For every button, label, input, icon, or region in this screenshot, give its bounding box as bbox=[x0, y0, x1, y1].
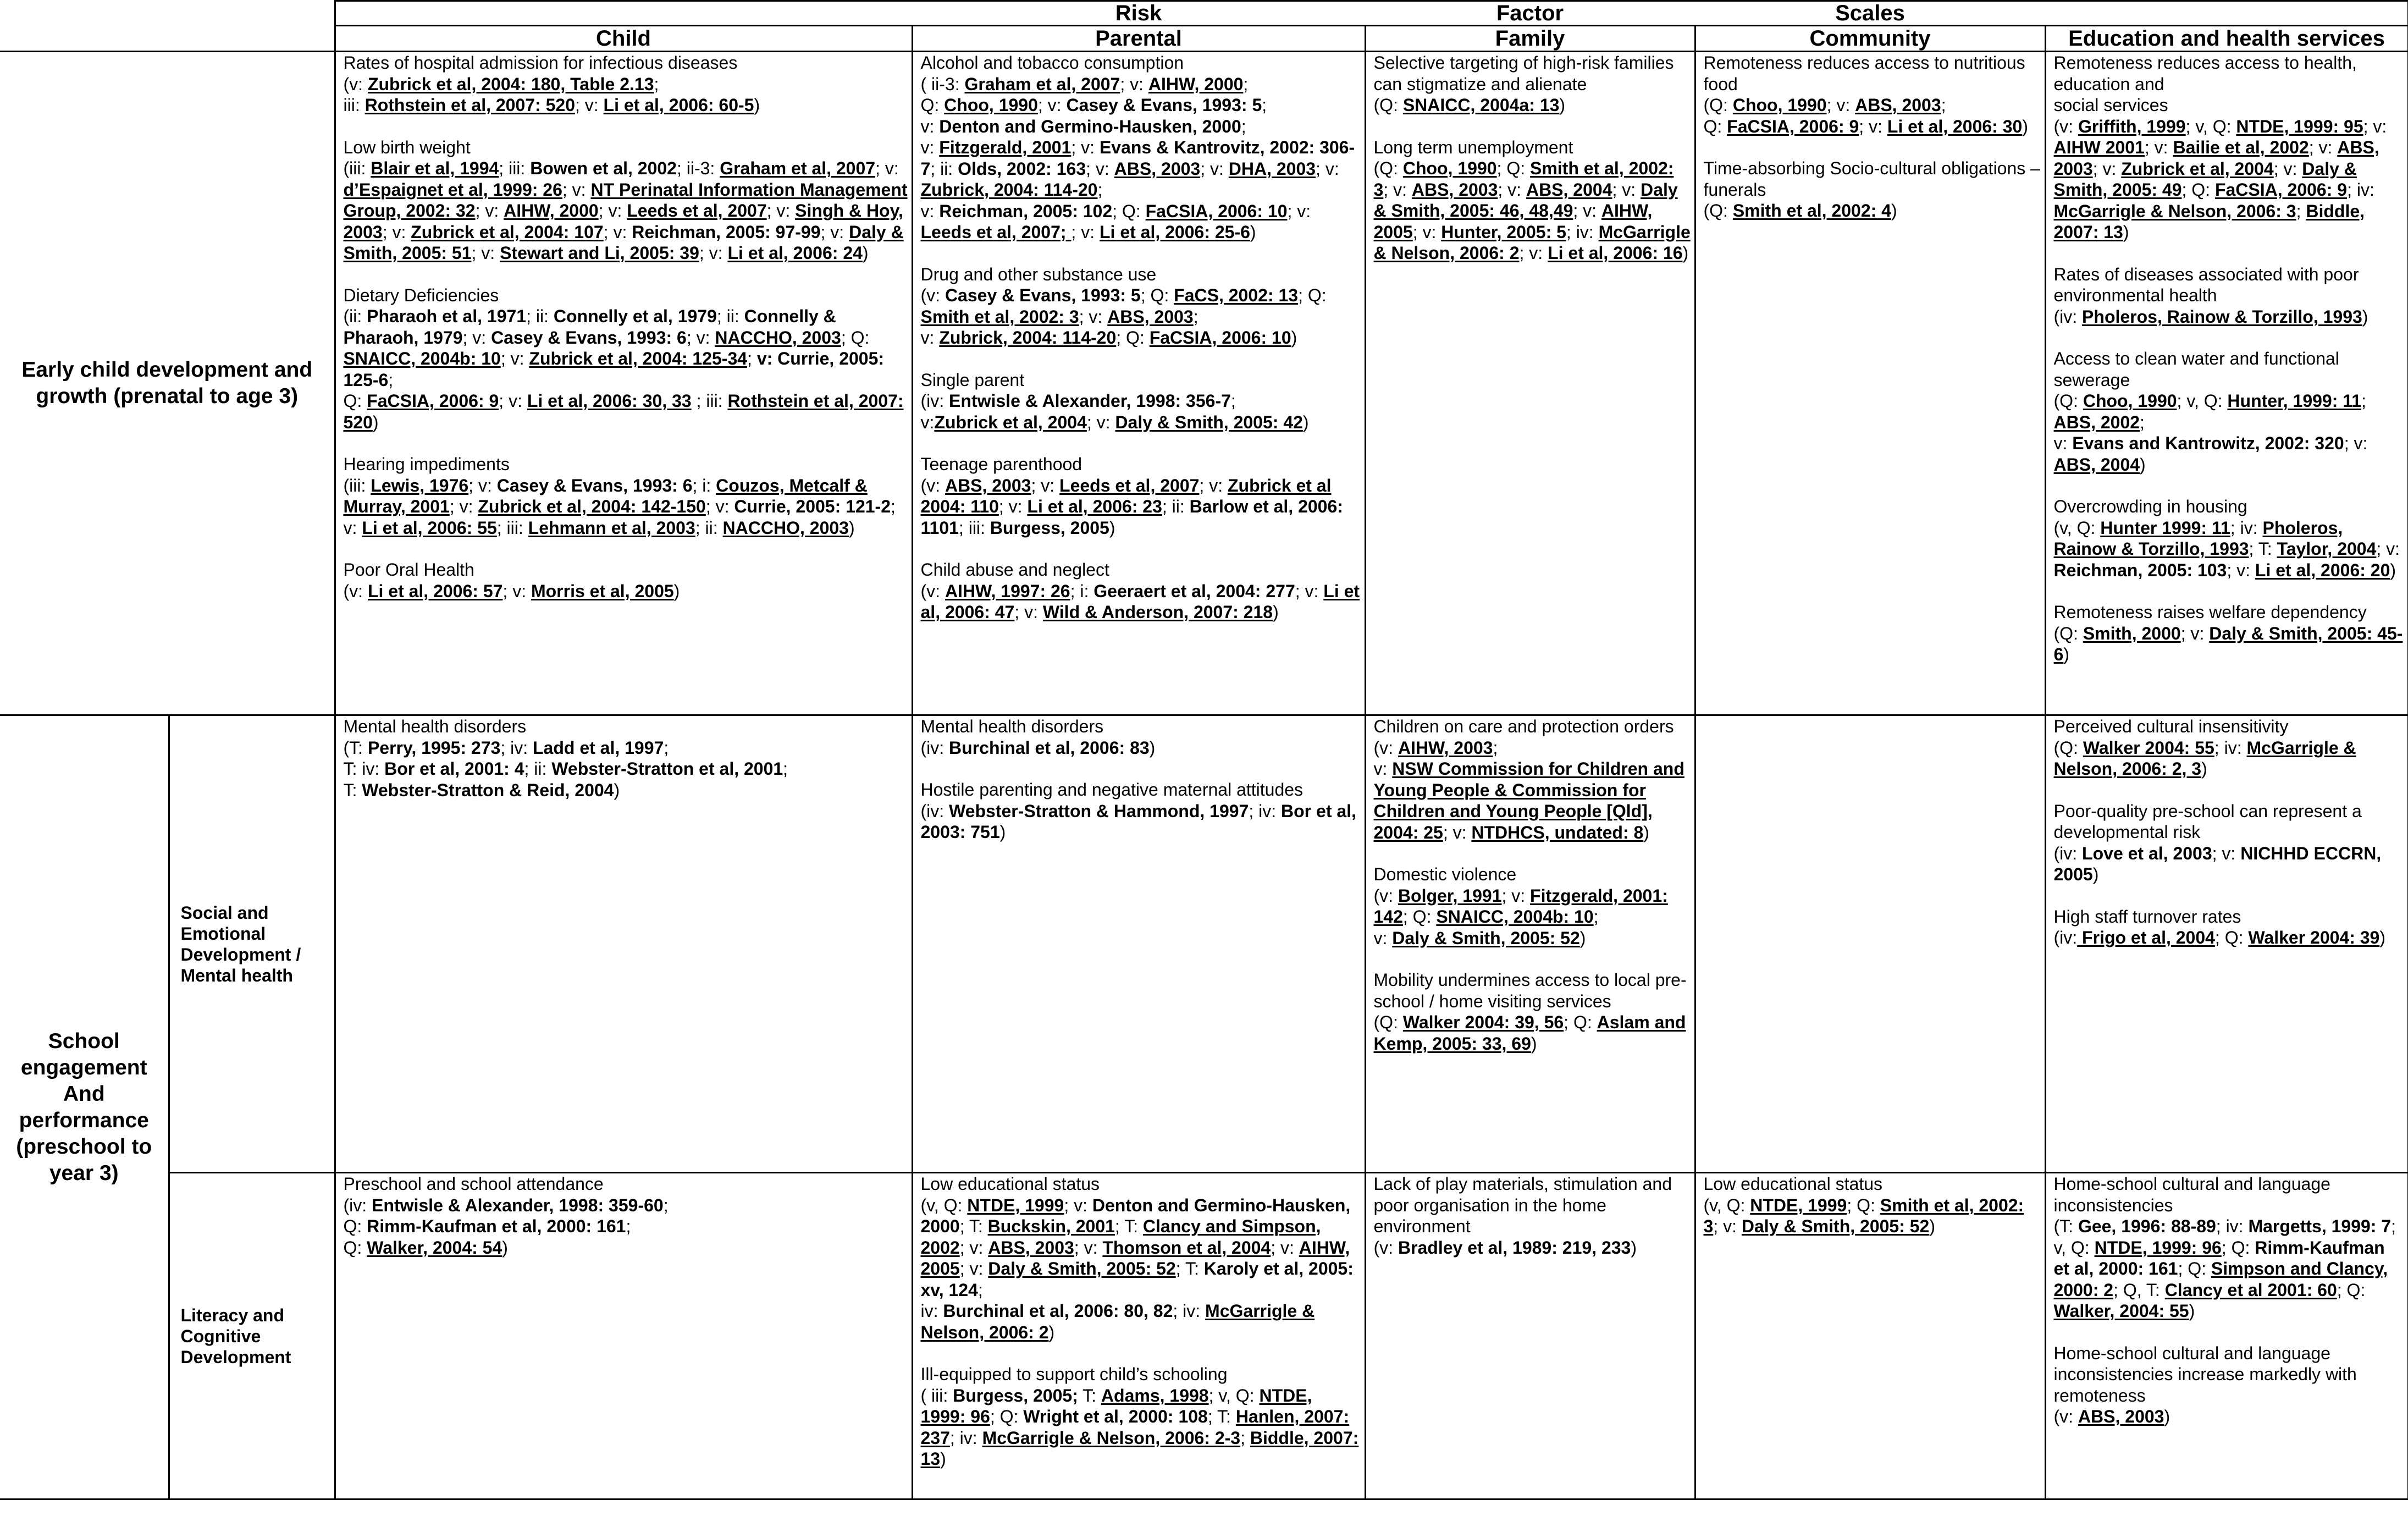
group-header-row bbox=[0, 1, 2408, 26]
citation-link: FaCS, 2002: 13 bbox=[1174, 285, 1299, 305]
citation-link: SNAICC, 2004a: 13 bbox=[1402, 95, 1560, 115]
citation-link: Rothstein et al, 2007: 520 bbox=[343, 391, 904, 432]
citation: Perry, 1995: 273 bbox=[367, 737, 501, 758]
table-row-early-child bbox=[0, 52, 2408, 715]
citation-link: Fitzgerald, 2001: 142 bbox=[1373, 885, 1668, 927]
citation-link: Zubrick et al, 2004: 125-34 bbox=[529, 349, 748, 368]
header-group-blank-end bbox=[2045, 1, 2408, 26]
citation-link: Bailie et al, 2002 bbox=[2173, 137, 2309, 157]
citation-link: Zubrick, 2004: 114-20 bbox=[920, 180, 1098, 200]
risk-factor-entry: Domestic violence (v: Bolger, 1991; v: Fitzgerald, 2001: 142; Q: SNAICC, 2004b: 10; v: Daly & Smith, 2005: 52) bbox=[1373, 864, 1668, 948]
citation: Love et al, 2003 bbox=[2082, 843, 2212, 863]
citation-link: Zubrick, 2004: 114-20 bbox=[939, 328, 1117, 348]
citation-link: Li et al, 2006: 23 bbox=[1027, 497, 1162, 516]
citation-link: Zubrick et al, 2004 bbox=[934, 412, 1087, 432]
cell-family bbox=[1365, 715, 1695, 1173]
citation-link: Hunter, 2005: 5 bbox=[1441, 222, 1566, 242]
citation: Casey & Evans, 1993: 5 bbox=[1066, 95, 1262, 115]
cell-child bbox=[335, 715, 912, 1173]
risk-factor-entry: Low educational status (v, Q: NTDE, 1999; v: Denton and Germino-Hausken, 2000; T: Buckskin, 2001; T: Clancy and Simpson, 2002; v: ABS, 2003; v: Thomson et al, 2004; v: AIHW, 2005; v: Daly & Smith, 2005: 52; T: Karoly et al, 2005: xv, 124; iv: Burchinal et al, 2006: 80, 82; iv: McGarrigle & Nelson, 2006: 2) bbox=[920, 1174, 1354, 1342]
citation: Barlow et al, 2006: 1101 bbox=[920, 497, 1343, 538]
citation-link: ABS, 2003 bbox=[945, 475, 1031, 495]
citation-link: AIHW, 2005 bbox=[1373, 201, 1653, 242]
citation: Bradley et al, 1989: 219, 233 bbox=[1398, 1237, 1631, 1258]
citation-link: AIHW 2001 bbox=[2053, 137, 2145, 157]
citation: Bor et al, 2003: 751 bbox=[920, 801, 1356, 842]
citation: Connelly & Pharaoh, 1979 bbox=[343, 306, 836, 348]
citation-link: NTDE, 1999 bbox=[1750, 1195, 1847, 1215]
risk-factor-entry: Alcohol and tobacco consumption ( ii-3: Graham et al, 2007; v: AIHW, 2000; Q: Choo, 1990; v: Casey & Evans, 1993: 5; v: Denton and Germino-Hausken, 2000; v: Fitzgerald, 2001; v: Evans & Kantrovitz, 2002: 306-7; ii: Olds, 2002: 163; v: ABS, 2003; v: DHA, 2003; v: Zubrick, 2004: 114-20; v: Reichman, 2005: 102; Q: FaCSIA, 2006: 10; v: Leeds et al, 2007; ; v: Li et al, 2006: 25-6) bbox=[920, 53, 1355, 242]
citation-link: NTDE, 1999: 96 bbox=[920, 1385, 1312, 1426]
citation: Entwisle & Alexander, 1998: 356-7 bbox=[949, 391, 1231, 411]
citation-link: Taylor, 2004 bbox=[2277, 539, 2377, 559]
citation-link: Li et al, 2006: 16 bbox=[1548, 243, 1683, 263]
citation: Denton and Germino-Hausken, 2000 bbox=[920, 1195, 1351, 1236]
risk-factor-entry: Poor Oral Health (v: Li et al, 2006: 57; v: Morris et al, 2005) bbox=[343, 560, 680, 601]
citation-link: Li et al, 2006: 47 bbox=[920, 581, 1360, 622]
citation-link: Li et al, 2006: 20 bbox=[2255, 560, 2390, 580]
row-domain-label: School engagement And performance (preschool to year 3) bbox=[0, 715, 169, 1500]
citation-link: AIHW, 2000 bbox=[1148, 74, 1244, 94]
risk-factor-entry: Long term unemployment (Q: Choo, 1990; Q: Smith et al, 2002: 3; v: ABS, 2003; v: ABS, 2004; v: Daly & Smith, 2005: 46, 48,49; v: AIHW, 2005; v: Hunter, 2005: 5; iv: McGarrigle & Nelson, 2006: 2; v: Li et al, 2006: 16) bbox=[1373, 137, 1691, 263]
citation-link: McGarrigle & Nelson, 2006: 2 bbox=[1373, 222, 1691, 263]
citation-link: Zubrick et al, 2004 bbox=[2121, 158, 2274, 179]
citation-link: Smith et al, 2002: 3 bbox=[1703, 1195, 2024, 1236]
citation-link: Pholeros, Rainow & Torzillo, 1993 bbox=[2082, 306, 2362, 327]
citation-link: ABS, 2004 bbox=[1526, 179, 1612, 200]
cell-community bbox=[1695, 52, 2045, 715]
header-group-factor: Factor bbox=[1365, 1, 1695, 26]
citation-link: Thomson et al, 2004 bbox=[1102, 1237, 1271, 1258]
citation-link: Li et al, 2006: 55 bbox=[362, 517, 497, 538]
citation-link: ABS, 2003 bbox=[2053, 137, 2379, 179]
citation-link: ABS, 2003 bbox=[1107, 306, 1194, 327]
citation-link: NACCHO, 2003 bbox=[715, 327, 841, 348]
citation-link: Choo, 1990 bbox=[2083, 391, 2177, 411]
citation-link: Smith, 2000 bbox=[2083, 623, 2181, 643]
risk-factor-entry: Selective targeting of high-risk families can stigmatize and alienate (Q: SNAICC, 2004a: 13) bbox=[1373, 53, 1674, 115]
row-subdomain-label: Literacy and Cognitive Development bbox=[169, 1173, 335, 1500]
citation-link: Biddle, 2007: 13 bbox=[920, 1427, 1359, 1469]
citation: Burgess, 2005; bbox=[953, 1385, 1078, 1405]
citation: Burchinal et al, 2006: 80, 82 bbox=[943, 1301, 1173, 1321]
citation-link: ABS, 2003 bbox=[1855, 95, 1941, 115]
citation: Evans & Kantrovitz, 2002: 306-7 bbox=[920, 137, 1355, 179]
citation: Reichman, 2005: 102 bbox=[939, 201, 1113, 221]
cell-child bbox=[335, 52, 912, 715]
header-group-risk: Risk bbox=[912, 1, 1365, 26]
citation-link: Zubrick et al, 2004: 107 bbox=[411, 222, 604, 242]
table-row-social-emotional bbox=[0, 715, 2408, 1173]
table-row-literacy-cognitive bbox=[0, 1173, 2408, 1500]
citation-link: Li et al, 2006: 60-5 bbox=[603, 95, 754, 115]
citation-link: Buckskin, 2001 bbox=[987, 1216, 1115, 1236]
citation-link: AIHW, 2005 bbox=[920, 1237, 1350, 1278]
cell-parental bbox=[912, 715, 1365, 1173]
citation: Reichman, 2005: 103 bbox=[2053, 560, 2227, 580]
citation-link: Li et al, 2006: 24 bbox=[727, 243, 863, 263]
citation-link: Pholeros, Rainow & Torzillo, 1993 bbox=[2053, 517, 2343, 559]
citation-link: Hunter, 1999: 11 bbox=[2227, 391, 2362, 411]
citation: Geeraert et al, 2004: 277 bbox=[1093, 581, 1295, 601]
citation-link: Couzos, Metcalf & Murray, 2001 bbox=[343, 475, 868, 516]
risk-factor-entry: Time-absorbing Socio-cultural obligations – funerals (Q: Smith et al, 2002: 4) bbox=[1703, 158, 2040, 220]
cell-family bbox=[1365, 1173, 1695, 1500]
citation: Currie, 2005: 121-2 bbox=[734, 497, 891, 516]
citation-link: Walker, 2004: 55 bbox=[2053, 1301, 2189, 1321]
citation: Casey & Evans, 1993: 6 bbox=[491, 327, 687, 348]
citation-link: Frigo et al, 2004 bbox=[2077, 928, 2215, 947]
risk-factor-entry: Home-school cultural and language inconsistencies increase markedly with remoteness (v: ABS, 2003) bbox=[2053, 1343, 2357, 1426]
citation: Evans and Kantrowitz, 2002: 320 bbox=[2072, 433, 2344, 453]
citation-link: Singh & Hoy, 2003 bbox=[343, 201, 903, 242]
citation-link: SNAICC, 2004b: 10 bbox=[1436, 907, 1594, 927]
risk-factor-entry: Access to clean water and functional sewerage (Q: Choo, 1990; v, Q: Hunter, 1999: 11; ABS, 2002; v: Evans and Kantrowitz, 2002: 320; v: ABS, 2004) bbox=[2053, 349, 2368, 475]
header-group-blank bbox=[335, 1, 912, 26]
citation-link: ABS, 2004 bbox=[2053, 454, 2140, 475]
citation-link: Fitzgerald, 2001 bbox=[939, 137, 1072, 157]
citation-link: AIHW, 2003 bbox=[1398, 737, 1493, 758]
risk-factor-entry: Poor-quality pre-school can represent a developmental risk (iv: Love et al, 2003; v: NICHHD ECCRN, 2005) bbox=[2053, 801, 2382, 884]
citation-link: Leeds et al, 2007 bbox=[1059, 475, 1200, 495]
risk-factor-entry: Preschool and school attendance (iv: Entwisle & Alexander, 1998: 359-60; Q: Rimm-Kaufman et al, 2000: 161; Q: Walker, 2004: 54) bbox=[343, 1174, 669, 1258]
citation-link: Smith et al, 2002: 3 bbox=[920, 306, 1079, 327]
citation: Olds, 2002: 163 bbox=[958, 158, 1086, 179]
cell-parental bbox=[912, 52, 1365, 715]
citation: Rimm-Kaufman et al, 2000: 161 bbox=[367, 1216, 626, 1236]
citation-link: McGarrigle & Nelson, 2006: 2-3 bbox=[982, 1427, 1241, 1448]
citation-link: ABS, 2003 bbox=[2078, 1407, 2164, 1426]
risk-factor-entry: Hostile parenting and negative maternal attitudes (iv: Webster-Stratton & Hammond, 1997; iv: Bor et al, 2003: 751) bbox=[920, 780, 1356, 842]
column-header-parental: Parental bbox=[912, 26, 1365, 52]
citation: Denton and Germino-Hausken, 2000 bbox=[939, 116, 1241, 136]
corner-blank bbox=[0, 26, 335, 52]
citation-link: FaCSIA, 2006: 10 bbox=[1149, 328, 1291, 348]
citation: Burchinal et al, 2006: 83 bbox=[949, 737, 1150, 758]
citation-link: Graham et al, 2007 bbox=[964, 74, 1120, 94]
citation-link: Griffith, 1999 bbox=[2078, 116, 2186, 136]
risk-factor-entry: Child abuse and neglect (v: AIHW, 1997: 26; i: Geeraert et al, 2004: 277; v: Li et al, 2006: 47; v: Wild & Anderson, 2007: 218) bbox=[920, 560, 1360, 622]
citation-link: Daly & Smith, 2005: 42 bbox=[1115, 412, 1303, 432]
citation: Pharaoh et al, 1971 bbox=[367, 306, 527, 326]
citation-link: Clancy et al 2001: 60 bbox=[2164, 1280, 2337, 1300]
citation-link: Li et al, 2006: 30, 33 bbox=[527, 391, 692, 411]
citation-link: Stewart and Li, 2005: 39 bbox=[500, 243, 699, 263]
citation-link: FaCSIA, 2006: 9 bbox=[2214, 180, 2348, 200]
citation-link: Daly & Smith, 2005: 52 bbox=[1741, 1216, 1930, 1236]
risk-factor-entry: Dietary Deficiencies (ii: Pharaoh et al, 1971; ii: Connelly et al, 1979; ii: Connelly & Pharaoh, 1979; v: Casey & Evans, 1993: 6; v: NACCHO, 2003; Q: SNAICC, 2004b: 10; v: Zubrick et al, 2004: 125-34; v: Currie, 2005: 125-6; Q: FaCSIA, 2006: 9; v: Li et al, 2006: 30, 33 ; iii: Rothstein et al, 2007: 520) bbox=[343, 285, 904, 432]
citation-link: NT Perinatal Information Management Group, 2002: 32 bbox=[343, 179, 908, 220]
citation-link: FaCSIA, 2006: 9 bbox=[367, 391, 499, 411]
citation-link: Choo, 1990 bbox=[944, 95, 1038, 115]
citation-link: FaCSIA, 2006: 10 bbox=[1145, 201, 1288, 221]
citation-link: NTDHCS, undated: 8 bbox=[1471, 822, 1644, 842]
citation-link: Daly & Smith, 2005: 45-6 bbox=[2053, 623, 2403, 664]
citation-link: Choo, 1990 bbox=[1732, 95, 1827, 115]
risk-factor-entry: Perceived cultural insensitivity (Q: Walker 2004: 55; iv: McGarrigle & Nelson, 2006: 2, 3) bbox=[2053, 716, 2356, 779]
citation-link: Leeds et al, 2007; bbox=[920, 222, 1072, 242]
citation-link: Smith et al, 2002: 4 bbox=[1732, 201, 1891, 220]
cell-community bbox=[1695, 715, 2045, 1173]
citation-link: Lehmann et al, 2003 bbox=[528, 517, 695, 538]
risk-factor-entry: Low educational status (v, Q: NTDE, 1999; Q: Smith et al, 2002: 3; v: Daly & Smith, 2005: 52) bbox=[1703, 1174, 2024, 1236]
column-header-community: Community bbox=[1695, 26, 2045, 52]
citation-link: Daly & Smith, 2005: 52 bbox=[1392, 928, 1580, 948]
citation: Bor et al, 2001: 4 bbox=[384, 759, 524, 779]
citation-link: Daly & Smith, 2005: 49 bbox=[2053, 158, 2357, 200]
citation-link: Wild & Anderson, 2007: 218 bbox=[1042, 602, 1273, 622]
citation-link: Li et al, 2006: 57 bbox=[367, 581, 503, 601]
citation: Webster-Stratton & Reid, 2004 bbox=[362, 780, 614, 800]
citation-link: Rothstein et al, 2007: 520 bbox=[364, 95, 575, 115]
cell-family bbox=[1365, 52, 1695, 715]
column-header-row bbox=[0, 26, 2408, 52]
citation-link: McGarrigle & Nelson, 2006: 3 bbox=[2053, 201, 2296, 221]
cell-child bbox=[335, 1173, 912, 1500]
risk-factor-entry: Rates of hospital admission for infectious diseases (v: Zubrick et al, 2004: 180, Table 2.13; iii: Rothstein et al, 2007: 520; v: Li et al, 2006: 60-5) bbox=[343, 53, 760, 115]
cell-education-health bbox=[2045, 715, 2408, 1173]
risk-factor-entry: Ill-equipped to support child’s schooling ( iii: Burgess, 2005; T: Adams, 1998; v, Q: NTDE, 1999: 96; Q: Wright et al, 2000: 108; T: Hanlen, 2007: 237; iv: McGarrigle & Nelson, 2006: 2-3; Biddle, 2007: 13) bbox=[920, 1364, 1359, 1469]
citation-link: Walker 2004: 55 bbox=[2083, 737, 2214, 758]
risk-factor-entry: Remoteness reduces access to health, education and social services (v: Griffith, 1999; v, Q: NTDE, 1999: 95; v: AIHW 2001; v: Bailie et al, 2002; v: ABS, 2003; v: Zubrick et al, 2004; v: Daly & Smith, 2005: 49; Q: FaCSIA, 2006: 9; iv: McGarrigle & Nelson, 2006: 3; Biddle, 2007: 13) bbox=[2053, 53, 2387, 242]
risk-factor-entry: Hearing impediments (iii: Lewis, 1976; v: Casey & Evans, 1993: 6; i: Couzos, Metcalf & Murray, 2001; v: Zubrick et al, 2004: 142-150; v: Currie, 2005: 121-2; v: Li et al, 2006: 55; iii: Lehmann et al, 2003; ii: NACCHO, 2003) bbox=[343, 454, 896, 538]
citation: NICHHD ECCRN, 2005 bbox=[2053, 843, 2382, 884]
citation-link: Zubrick et al, 2004: 180, Table 2.13 bbox=[367, 74, 654, 94]
risk-factor-entry: Low birth weight (iii: Blair et al, 1994; iii: Bowen et al, 2002; ii-3: Graham et al, 2007; v: d’Espaignet et al, 1999: 26; v: NT Perinatal Information Management Group, 2002: 32; v: AIHW, 2000; v: Leeds et al, 2007; v: Singh & Hoy, 2003; v: Zubrick et al, 2004: 107; v: Reichman, 2005: 97-99; v: Daly & Smith, 2005: 51; v: Stewart and Li, 2005: 39; v: Li et al, 2006: 24) bbox=[343, 137, 908, 263]
citation: Casey & Evans, 1993: 5 bbox=[945, 285, 1141, 305]
risk-factor-entry: High staff turnover rates (iv: Frigo et al, 2004; Q: Walker 2004: 39) bbox=[2053, 906, 2385, 947]
citation: Webster-Stratton & Hammond, 1997 bbox=[949, 801, 1249, 821]
citation-link: Zubrick et al, 2004: 142-150 bbox=[478, 497, 706, 516]
risk-factor-entry: Remoteness raises welfare dependency (Q: Smith, 2000; v: Daly & Smith, 2005: 45-6) bbox=[2053, 602, 2403, 664]
citation: Reichman, 2005: 97-99 bbox=[632, 222, 821, 242]
citation: Casey & Evans, 1993: 6 bbox=[496, 475, 693, 495]
citation-link: ABS, 2003 bbox=[988, 1237, 1074, 1258]
citation-link: Clancy and Simpson, 2002 bbox=[920, 1216, 1321, 1258]
risk-factor-entry: Mental health disorders (T: Perry, 1995: 273; iv: Ladd et al, 1997; T: iv: Bor et al, 2001: 4; ii: Webster-Stratton et al, 2001; T: Webster-Stratton & Reid, 2004) bbox=[343, 716, 788, 800]
cell-education-health bbox=[2045, 52, 2408, 715]
citation-link: NACCHO, 2003 bbox=[722, 517, 849, 538]
column-header-education-health: Education and health services bbox=[2045, 26, 2408, 52]
citation-link: Blair et al, 1994 bbox=[371, 158, 499, 178]
risk-factor-entry: Drug and other substance use (v: Casey & Evans, 1993: 5; Q: FaCS, 2002: 13; Q: Smith et al, 2002: 3; v: ABS, 2003; v: Zubrick, 2004: 114-20; Q: FaCSIA, 2006: 10) bbox=[920, 264, 1327, 348]
risk-factor-entry: Rates of diseases associated with poor environmental health (iv: Pholeros, Rainow & Torzillo, 1993) bbox=[2053, 264, 2368, 327]
citation-link: AIHW, 1997: 26 bbox=[945, 581, 1070, 601]
risk-factor-entry: Teenage parenthood (v: ABS, 2003; v: Leeds et al, 2007; v: Zubrick et al 2004: 110; v: Li et al, 2006: 23; ii: Barlow et al, 2006: 1101; iii: Burgess, 2005) bbox=[920, 454, 1343, 538]
row-subdomain-label: Social and Emotional Development / Mental health bbox=[169, 715, 335, 1173]
citation-link: Walker 2004: 39, 56 bbox=[1402, 1012, 1564, 1032]
citation-link: DHA, 2003 bbox=[1228, 158, 1316, 179]
citation-link: Zubrick et al 2004: 110 bbox=[920, 475, 1332, 516]
citation-link: NSW Commission for Children and Young People & Commission for Children and Young People [Qld], 2004: 25 bbox=[1373, 759, 1685, 842]
citation-link: Daly & Smith, 2005: 46, 48,49 bbox=[1373, 179, 1678, 220]
citation: Margetts, 1999: 7 bbox=[2248, 1216, 2392, 1236]
citation-link: Adams, 1998 bbox=[1101, 1385, 1209, 1405]
citation-link: Bolger, 1991 bbox=[1398, 885, 1502, 906]
citation-link: Walker 2004: 39 bbox=[2248, 928, 2380, 947]
header-group-scales: Scales bbox=[1695, 1, 2045, 26]
citation-link: Hunter 1999: 11 bbox=[2100, 517, 2230, 538]
citation: Webster-Stratton et al, 2001 bbox=[551, 759, 783, 779]
citation-link: McGarrigle & Nelson, 2006: 2 bbox=[920, 1301, 1315, 1342]
citation-link: ABS, 2002 bbox=[2053, 412, 2140, 432]
citation-link: SNAICC, 2004b: 10 bbox=[343, 349, 501, 368]
citation: Gee, 1996: 88-89 bbox=[2078, 1216, 2216, 1236]
citation-link: ABS, 2003 bbox=[1114, 158, 1201, 179]
risk-factor-entry: Mental health disorders (iv: Burchinal et al, 2006: 83) bbox=[920, 716, 1156, 758]
cell-education-health bbox=[2045, 1173, 2408, 1500]
citation: Burgess, 2005 bbox=[990, 517, 1109, 538]
citation-link: NTDE, 1999 bbox=[967, 1195, 1064, 1215]
citation-link: Li et al, 2006: 25-6 bbox=[1099, 222, 1250, 242]
citation: Rimm-Kaufman et al, 2000: 161 bbox=[2053, 1237, 2385, 1278]
risk-factor-entry: Home-school cultural and language inconsistencies (T: Gee, 1996: 88-89; iv: Margetts, 1999: 7; v, Q: NTDE, 1999: 96; Q: Rimm-Kaufman et al, 2000: 161; Q: Simpson and Clancy, 2000: 2; Q, T: Clancy et al 2001: 60; Q: Walker, 2004: 55) bbox=[2053, 1174, 2396, 1321]
citation-link: Daly & Smith, 2005: 52 bbox=[988, 1259, 1176, 1278]
citation: Karoly et al, 2005: xv, 124 bbox=[920, 1259, 1354, 1300]
citation-link: ABS, 2003 bbox=[1411, 179, 1498, 200]
citation-link: NTDE, 1999: 95 bbox=[2236, 116, 2363, 136]
citation-link: Daly & Smith, 2005: 51 bbox=[343, 222, 904, 263]
citation-link: NTDE, 1999: 96 bbox=[2094, 1237, 2222, 1258]
citation: Wright et al, 2000: 108 bbox=[1023, 1407, 1208, 1426]
citation: Bowen et al, 2002 bbox=[530, 158, 677, 178]
risk-factor-entry: Overcrowding in housing (v, Q: Hunter 1999: 11; iv: Pholeros, Rainow & Torzillo, 1993; T: Taylor, 2004; v: Reichman, 2005: 103; v: Li et al, 2006: 20) bbox=[2053, 497, 2400, 580]
citation-link: Simpson and Clancy, 2000: 2 bbox=[2053, 1259, 2388, 1300]
risk-factor-entry: Mobility undermines access to local pre-school / home visiting services (Q: Walker 2004: 39, 56; Q: Aslam and Kemp, 2005: 33, 69) bbox=[1373, 970, 1687, 1054]
citation-link: Graham et al, 2007 bbox=[720, 158, 876, 178]
risk-factor-entry: Children on care and protection orders (v: AIHW, 2003; v: NSW Commission for Children and Young People & Commission for Children and Young People [Qld], 2004: 25; v: NTDHCS, undated: 8) bbox=[1373, 716, 1685, 842]
risk-factor-entry: Remoteness reduces access to nutritious food (Q: Choo, 1990; v: ABS, 2003; Q: FaCSIA, 2006: 9; v: Li et al, 2006: 30) bbox=[1703, 53, 2028, 136]
risk-factor-entry: Single parent (iv: Entwisle & Alexander, 1998: 356-7; v:Zubrick et al, 2004; v: Daly & Smith, 2005: 42) bbox=[920, 370, 1309, 432]
citation: Entwisle & Alexander, 1998: 359-60 bbox=[372, 1195, 664, 1215]
citation-link: AIHW, 2000 bbox=[504, 201, 599, 220]
cell-community bbox=[1695, 1173, 2045, 1500]
cell-parental bbox=[912, 1173, 1365, 1500]
citation-link: Choo, 1990 bbox=[1402, 158, 1497, 178]
row-domain-label: Early child development and growth (prenatal to age 3) bbox=[0, 52, 335, 715]
citation-link: Aslam and Kemp, 2005: 33, 69 bbox=[1373, 1012, 1686, 1054]
citation-link: d’Espaignet et al, 1999: 26 bbox=[343, 179, 562, 200]
citation: Ladd et al, 1997 bbox=[532, 737, 664, 758]
citation-link: Smith et al, 2002: 3 bbox=[1373, 158, 1674, 200]
citation-link: Morris et al, 2005 bbox=[531, 581, 674, 601]
citation: Connelly et al, 1979 bbox=[553, 306, 717, 326]
citation-link: FaCSIA, 2006: 9 bbox=[1727, 116, 1859, 136]
corner-blank bbox=[0, 1, 335, 26]
citation-link: Hanlen, 2007: 237 bbox=[920, 1407, 1350, 1448]
risk-factor-entry: Lack of play materials, stimulation and poor organisation in the home environment (v: Bradley et al, 1989: 219, 233) bbox=[1373, 1174, 1672, 1258]
citation-link: Lewis, 1976 bbox=[371, 475, 469, 495]
citation: v: Currie, 2005: 125-6 bbox=[343, 349, 885, 390]
citation-link: Biddle, 2007: 13 bbox=[2053, 201, 2365, 242]
citation-link: McGarrigle & Nelson, 2006: 2, 3 bbox=[2053, 737, 2356, 779]
column-header-family: Family bbox=[1365, 26, 1695, 52]
citation-link: Leeds et al, 2007 bbox=[627, 201, 767, 220]
citation-link: Walker, 2004: 54 bbox=[367, 1237, 502, 1258]
citation-link: Li et al, 2006: 30 bbox=[1887, 116, 2023, 136]
column-header-child: Child bbox=[335, 26, 912, 52]
